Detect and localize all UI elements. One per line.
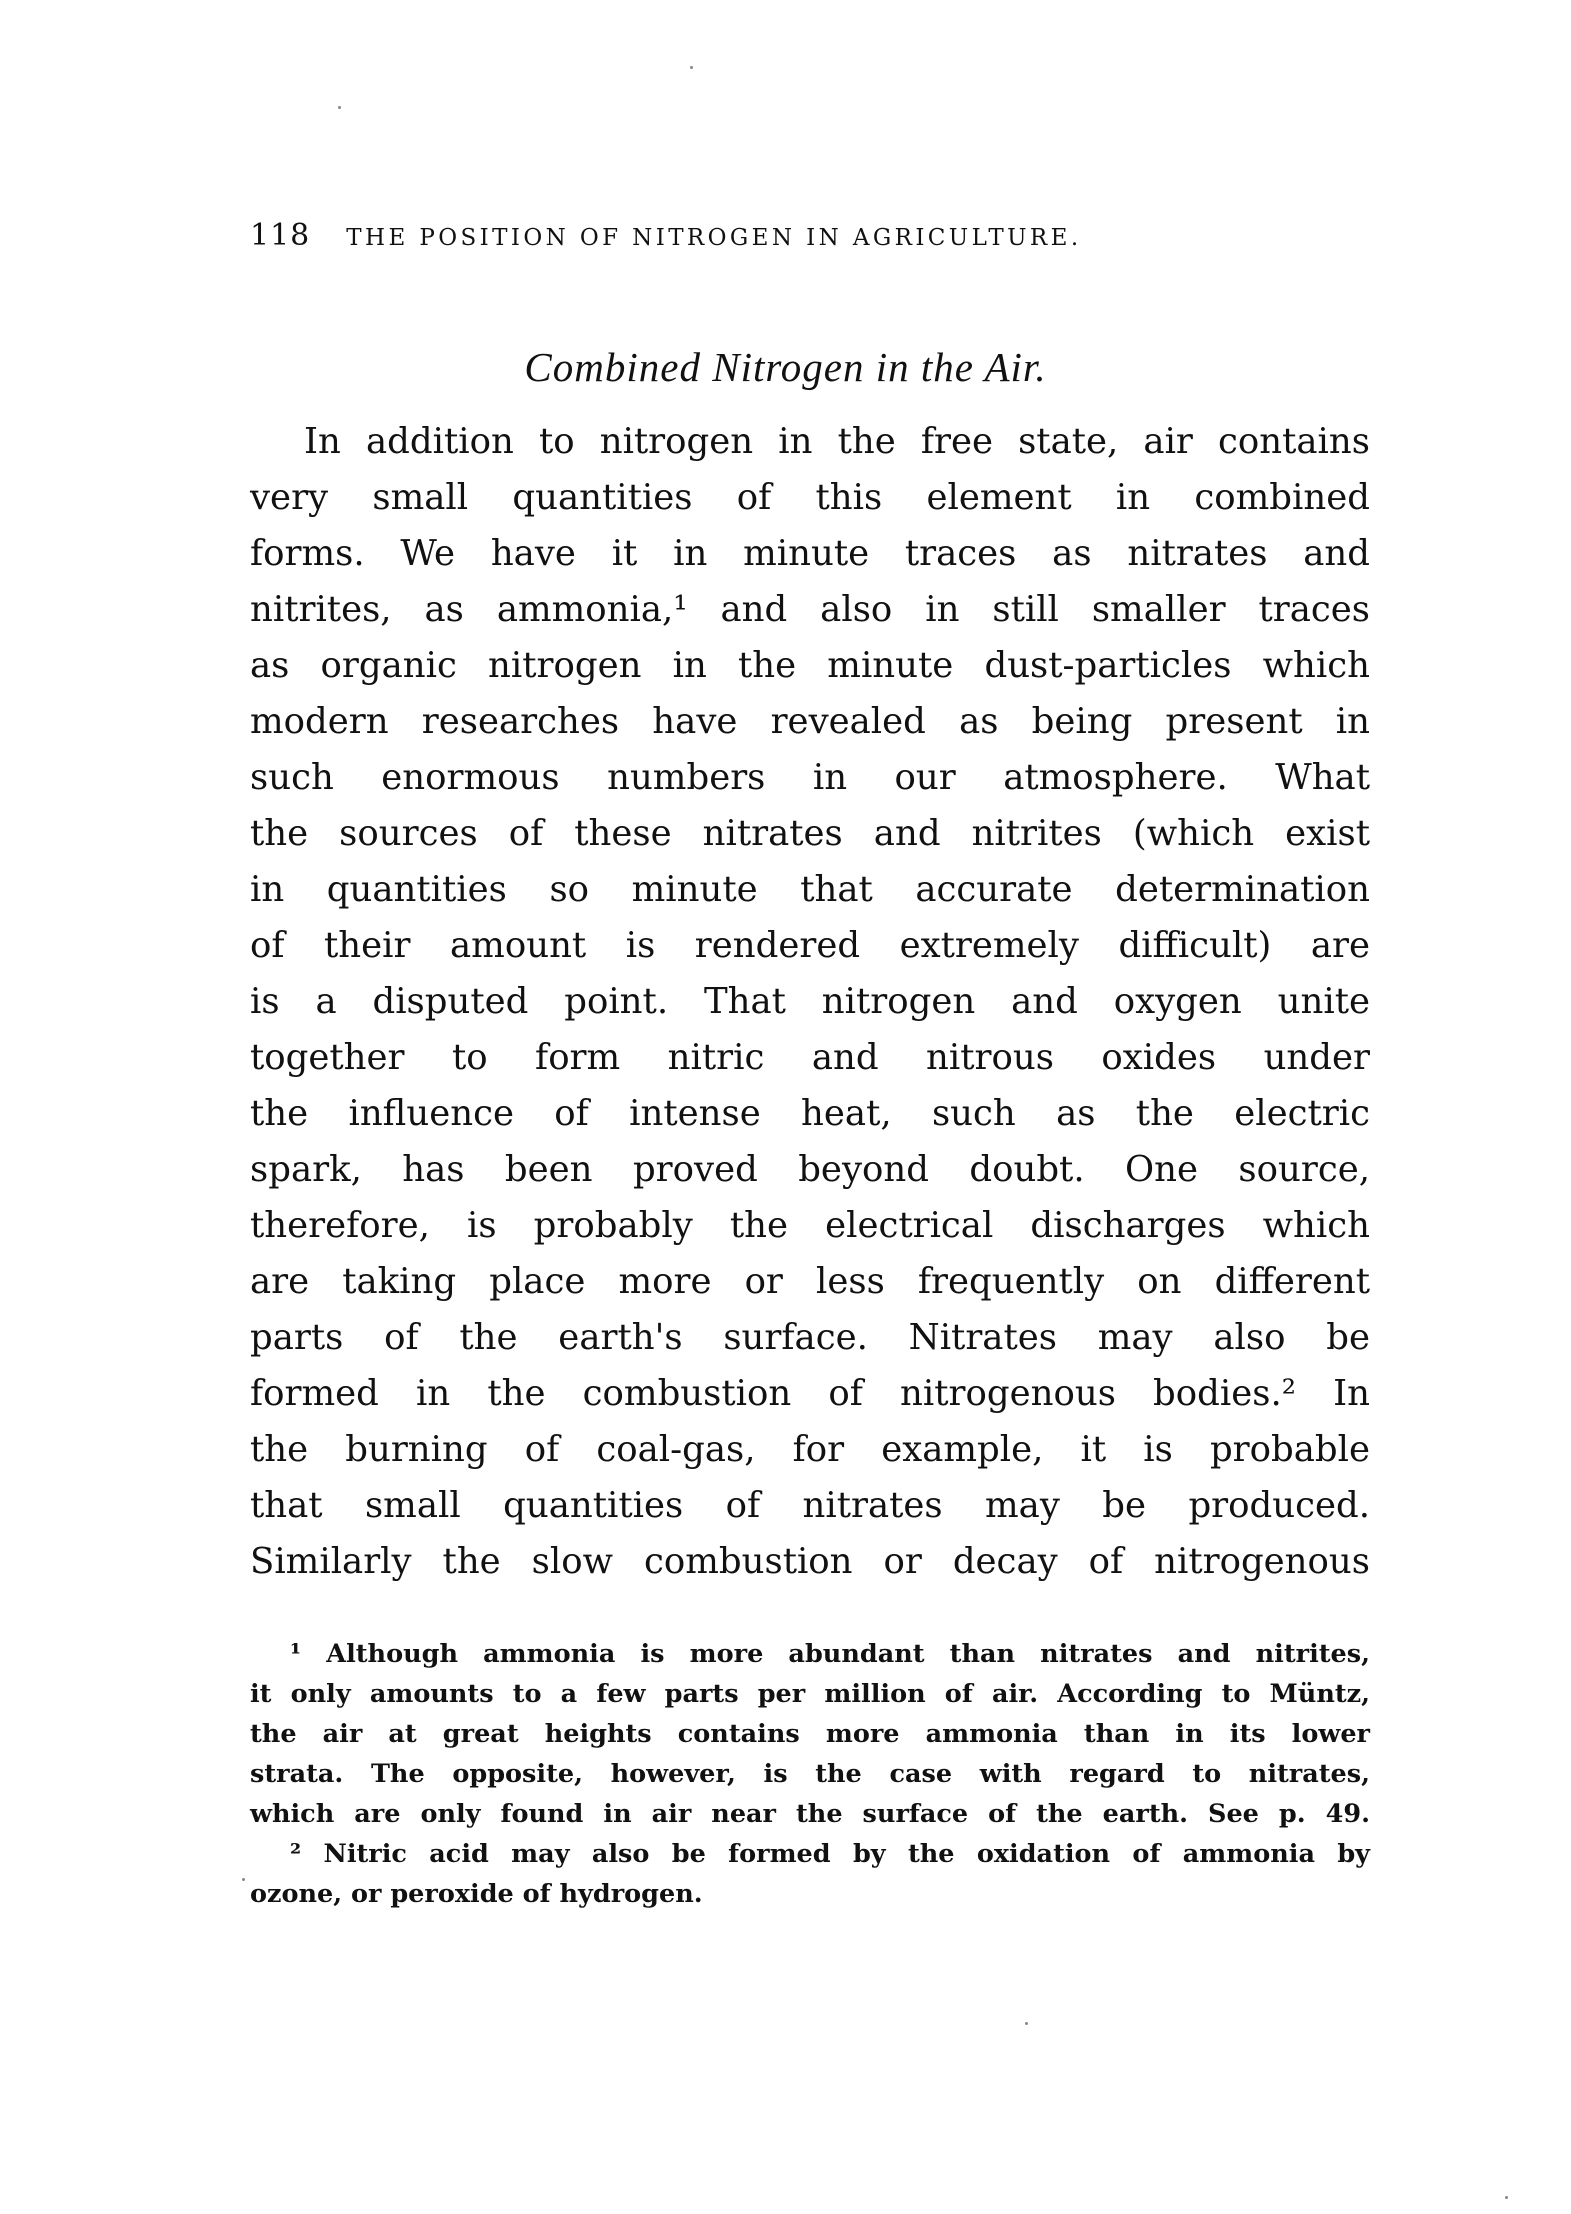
- footnotes: [250, 1634, 1370, 1914]
- footnote-2-line: ² Nitric acid may also be formed by the oxidation of ammonia by: [290, 1839, 1370, 1869]
- body-line: such enormous numbers in our atmosphere. What: [250, 757, 1370, 798]
- footnote-1-line: it only amounts to a few parts per million of air. According to Müntz,: [250, 1679, 1370, 1709]
- body-line: In addition to nitrogen in the free state, air contains: [304, 421, 1370, 462]
- body-line: of their amount is rendered extremely difficult) are: [250, 925, 1370, 966]
- body-line: spark, has been proved beyond doubt. One source,: [250, 1149, 1370, 1190]
- body-paragraph: [250, 414, 1370, 1590]
- body-line: very small quantities of this element in combined: [250, 477, 1370, 518]
- body-line: nitrites, as ammonia,¹ and also in still smaller traces: [250, 589, 1370, 630]
- body-line: modern researches have revealed as being present in: [250, 701, 1370, 742]
- section-heading: Combined Nitrogen in the Air.: [524, 344, 1047, 390]
- running-head: [250, 218, 1370, 253]
- body-line: forms. We have it in minute traces as nitrates and: [250, 533, 1370, 574]
- body-line: is a disputed point. That nitrogen and oxygen unite: [250, 981, 1370, 1022]
- body-line: formed in the combustion of nitrogenous bodies.² In: [250, 1373, 1370, 1414]
- body-line: are taking place more or less frequently on different: [250, 1261, 1370, 1302]
- body-line: that small quantities of nitrates may be produced.: [250, 1485, 1370, 1526]
- footnote-1-line: strata. The opposite, however, is the case with regard to nitrates,: [250, 1759, 1370, 1789]
- body-line: parts of the earth's surface. Nitrates may also be: [250, 1317, 1370, 1358]
- paper-speck: [1025, 2022, 1028, 2025]
- footnote-2-line: ozone, or peroxide of hydrogen.: [250, 1879, 703, 1909]
- footnote-1-line: which are only found in air near the surface of the earth. See p. 49.: [250, 1799, 1370, 1829]
- body-line: Similarly the slow combustion or decay of nitrogenous: [250, 1541, 1370, 1582]
- body-line: together to form nitric and nitrous oxides under: [250, 1037, 1370, 1078]
- paper-speck: [1505, 2196, 1508, 2199]
- paper-speck: [690, 66, 693, 69]
- page-number: 118: [250, 218, 311, 253]
- body-line: therefore, is probably the electrical discharges which: [250, 1205, 1370, 1246]
- running-title: THE POSITION OF NITROGEN IN AGRICULTURE.: [346, 225, 1082, 251]
- body-line: the influence of intense heat, such as the electric: [250, 1093, 1370, 1134]
- body-line: as organic nitrogen in the minute dust-particles which: [250, 645, 1370, 686]
- body-line: the sources of these nitrates and nitrites (which exist: [250, 813, 1370, 854]
- footnote-1-line: the air at great heights contains more ammonia than in its lower: [250, 1719, 1370, 1749]
- paper-speck: [242, 1878, 245, 1881]
- body-line: in quantities so minute that accurate determination: [250, 869, 1370, 910]
- paper-speck: [338, 106, 341, 109]
- footnote-1-line: ¹ Although ammonia is more abundant than nitrates and nitrites,: [290, 1639, 1370, 1669]
- body-line: the burning of coal-gas, for example, it is probable: [250, 1429, 1370, 1470]
